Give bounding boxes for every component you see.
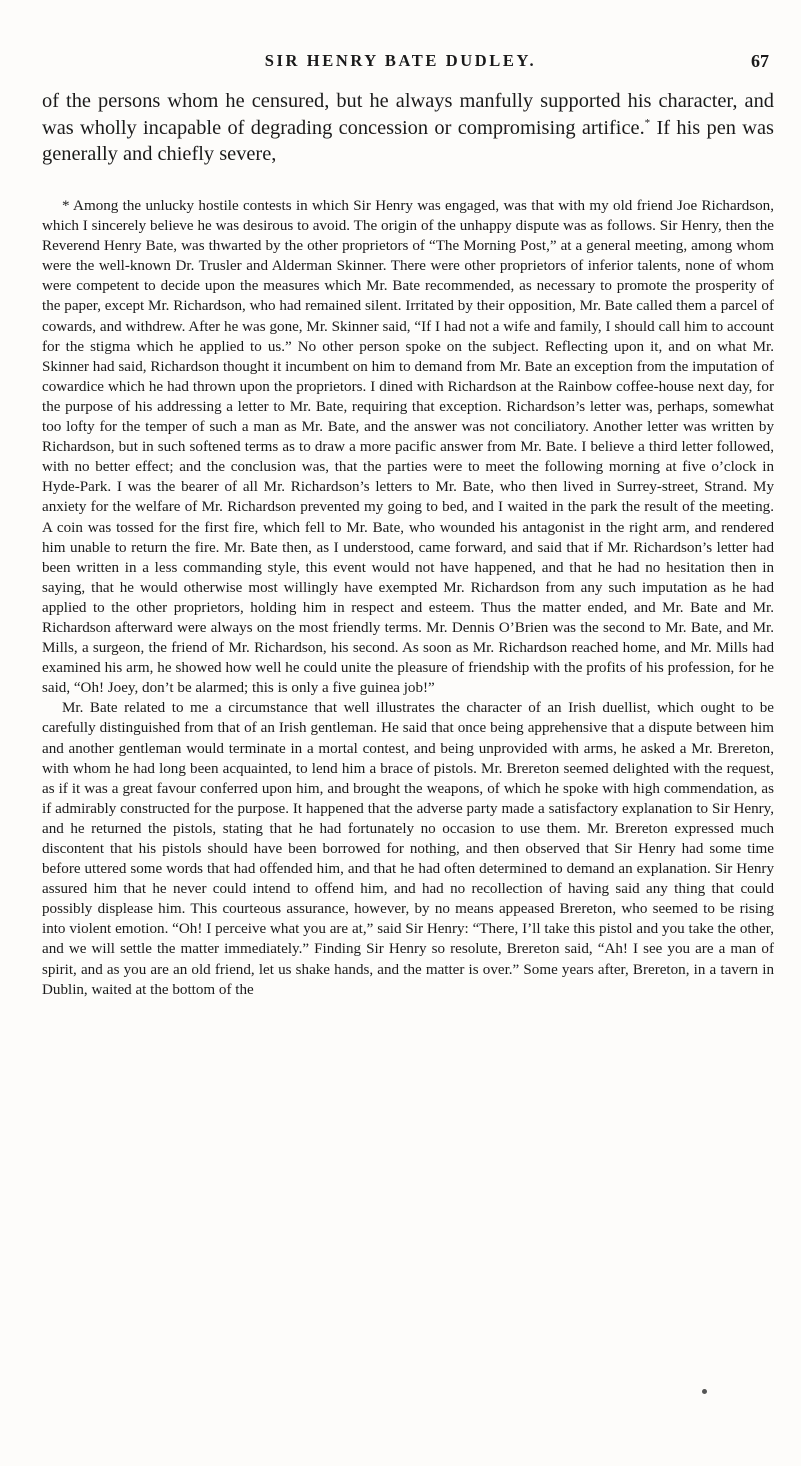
main-paragraph <box>42 88 774 168</box>
main-text: of the persons whom he censured, but he always manfully supported his character, and was wholly incapable of degrading concession or compromising artifice. <box>42 90 774 139</box>
footnote <box>42 196 774 1000</box>
footnote-marker: * <box>644 116 651 129</box>
page-number: 67 <box>751 51 769 71</box>
running-title: SIR HENRY BATE DUDLEY. <box>264 51 537 70</box>
footnote-paragraph-2: Mr. Bate related to me a circumstance that well illustrates the character of an Irish duellist, which ought to be carefully distinguished from that of an Irish gentleman. He said that once being apprehensive that a dispute between him and another gentleman would terminate in a mortal contest, and being unprovided with arms, he asked a Mr. Brereton, with whom he had long been acquainted, to lend him a brace of pistols. Mr. Brereton seemed delighted with the request, as if it was a great favour conferred upon him, and brought the weapons, of which he spoke with high commendation, as if admirably constructed for the purpose. It happened that the adverse party made a satisfactory explanation to Sir Henry, and he returned the pistols, stating that he had fortunately no occasion to use them. Mr. Brereton expressed much discontent that his pistols should have been borrowed for nothing, and then observed that Sir Henry had some time before uttered some words that had offended him, and that he had often determined to demand an explanation. Sir Henry assured him that he never could intend to offend him, and had no recollection of having said any thing that could possibly displease him. This courteous assurance, however, by no means appeased Brereton, who seemed to be rising into violent emotion. “Oh! I perceive what you are at,” said Sir Henry: “There, I’ll take this pistol and you take the other, and we will settle the matter immediately.” Finding Sir Henry so resolute, Brereton said, “Ah! I see you are a man of spirit, and as you are an old friend, let us shake hands, and the matter is over.” Some years after, Brereton, in a tavern in Dublin, waited at the bottom of the <box>42 700 774 998</box>
footnote-paragraph-1: * Among the unlucky hostile contests in which Sir Henry was engaged, was that with my old friend Joe Richardson, which I sincerely believe he was desirous to avoid. The origin of the unhappy dispute was as follows. Sir Henry, then the Reverend Henry Bate, was thwarted by the other proprietors of “The Morning Post,” at a general meeting, among whom were the well-known Dr. Trusler and Alderman Skinner. There were other proprietors of inferior talents, none of whom were competent to decide upon the measures which Mr. Bate recommended, as necessary to promote the prosperity of the paper, except Mr. Richardson, who had remained silent. Irritated by their opposition, Mr. Bate called them a parcel of cowards, and withdrew. After he was gone, Mr. Skinner said, “If I had not a wife and family, I should call him to account for the stigma which he applied to us.” No other person spoke on the subject. Reflecting upon it, and on what Mr. Skinner had said, Richardson thought it incumbent on him to demand from Mr. Bate an exception from the imputation of cowardice which he had thrown upon the proprietors. I dined with Richardson at the Rainbow coffee-house next day, for the purpose of his addressing a letter to Mr. Bate, requiring that exception. Richardson’s letter was, perhaps, somewhat too lofty for the temper of such a man as Mr. Bate, and the answer was not conciliatory. Another letter was written by Richardson, but in such softened terms as to draw a more pacific answer from Mr. Bate. I believe a third letter followed, with no better effect; and the conclusion was, that the parties were to meet the following morning at five o’clock in Hyde-Park. I was the bearer of all Mr. Richardson’s letters to Mr. Bate, who then lived in Surrey-street, Strand. My anxiety for the welfare of Mr. Richardson prevented my going to bed, and I waited in the park the result of the meeting. A coin was tossed for the first fire, which fell to Mr. Bate, who wounded his antagonist in the right arm, and rendered him unable to return the fire. Mr. Bate then, as I understood, came forward, and said that if Mr. Richardson’s letter had been written in a less commanding style, this event would not have happened, and that he had no hesitation then in saying, that he would otherwise most willingly have exempted Mr. Richardson from any such imputation as he had applied to the other proprietors, holding him in respect and esteem. Thus the matter ended, and Mr. Bate and Mr. Richardson afterward were always on the most friendly terms. Mr. Dennis O’Brien was the second to Mr. Bate, and Mr. Mills, a surgeon, the friend of Mr. Richardson, his second. As soon as Mr. Richardson reached home, and Mr. Mills had examined his arm, he showed how well he could unite the pleasure of friendship with the profits of his profession, for he said, “Oh! Joey, don’t be alarmed; this is only a five guinea job!” <box>42 198 774 697</box>
main-text-end: If his pen was generally and chiefly severe, <box>42 116 774 165</box>
running-head <box>30 48 771 74</box>
print-speck <box>702 1389 707 1394</box>
